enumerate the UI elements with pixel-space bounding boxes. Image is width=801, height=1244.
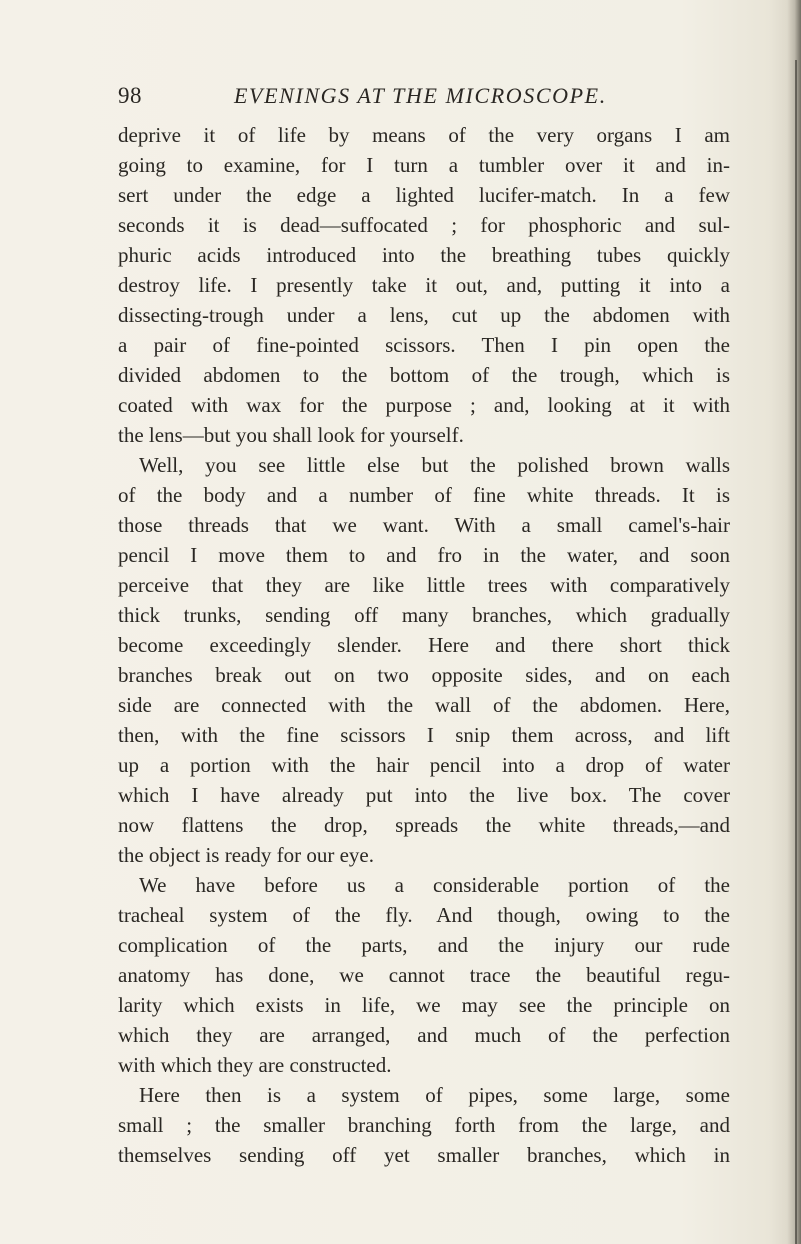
text-line: coated with wax for the purpose ; and, looking at it with	[118, 393, 730, 417]
text-line: which I have already put into the live box. The cover	[118, 783, 730, 807]
text-line: Here then is a system of pipes, some large, some	[139, 1083, 730, 1107]
text-line: a pair of fine-pointed scissors. Then I pin open the	[118, 333, 730, 357]
text-line: larity which exists in life, we may see the principle on	[118, 993, 730, 1017]
text-line: sert under the edge a lighted lucifer-match. In a few	[118, 183, 730, 207]
text-line: side are connected with the wall of the abdomen. Here,	[118, 693, 730, 717]
text-line: We have before us a considerable portion of the	[139, 873, 730, 897]
page-edge-shadow	[787, 0, 801, 1244]
text-line: small ; the smaller branching forth from the large, and	[118, 1113, 730, 1137]
text-line: with which they are constructed.	[118, 1053, 392, 1077]
running-title: EVENINGS AT THE MICROSCOPE.	[234, 83, 607, 108]
text-line: up a portion with the hair pencil into a drop of water	[118, 753, 730, 777]
text-line: themselves sending off yet smaller branches, which in	[118, 1143, 730, 1167]
text-line: deprive it of life by means of the very organs I am	[118, 123, 730, 147]
text-line: of the body and a number of fine white threads. It is	[118, 483, 730, 507]
text-line: divided abdomen to the bottom of the trough, which is	[118, 363, 730, 387]
text-line: then, with the fine scissors I snip them across, and lift	[118, 723, 730, 747]
text-line: the object is ready for our eye.	[118, 843, 374, 867]
binding-edge-line	[795, 60, 797, 1244]
text-line: tracheal system of the fly. And though, owing to the	[118, 903, 730, 927]
text-line: thick trunks, sending off many branches, which gradually	[118, 603, 730, 627]
body-text	[118, 120, 730, 1170]
text-line: dissecting-trough under a lens, cut up the abdomen with	[118, 303, 730, 327]
text-line: phuric acids introduced into the breathing tubes quickly	[118, 243, 730, 267]
text-line: pencil I move them to and fro in the water, and soon	[118, 543, 730, 567]
text-line: destroy life. I presently take it out, and, putting it into a	[118, 273, 730, 297]
text-line: the lens—but you shall look for yourself.	[118, 423, 464, 447]
text-line: which they are arranged, and much of the perfection	[118, 1023, 730, 1047]
text-line: now flattens the drop, spreads the white threads,—and	[118, 813, 730, 837]
text-line: branches break out on two opposite sides, and on each	[118, 663, 730, 687]
text-line: complication of the parts, and the injury our rude	[118, 933, 730, 957]
text-line: anatomy has done, we cannot trace the beautiful regu-	[118, 963, 730, 987]
text-line: seconds it is dead—suffocated ; for phosphoric and sul-	[118, 213, 730, 237]
text-line: Well, you see little else but the polished brown walls	[139, 453, 730, 477]
page-number: 98	[118, 83, 142, 108]
text-line: perceive that they are like little trees with comparatively	[118, 573, 730, 597]
text-line: those threads that we want. With a small camel's-hair	[118, 513, 730, 537]
text-line: going to examine, for I turn a tumbler over it and in-	[118, 153, 730, 177]
running-header	[118, 82, 728, 110]
text-line: become exceedingly slender. Here and there short thick	[118, 633, 730, 657]
